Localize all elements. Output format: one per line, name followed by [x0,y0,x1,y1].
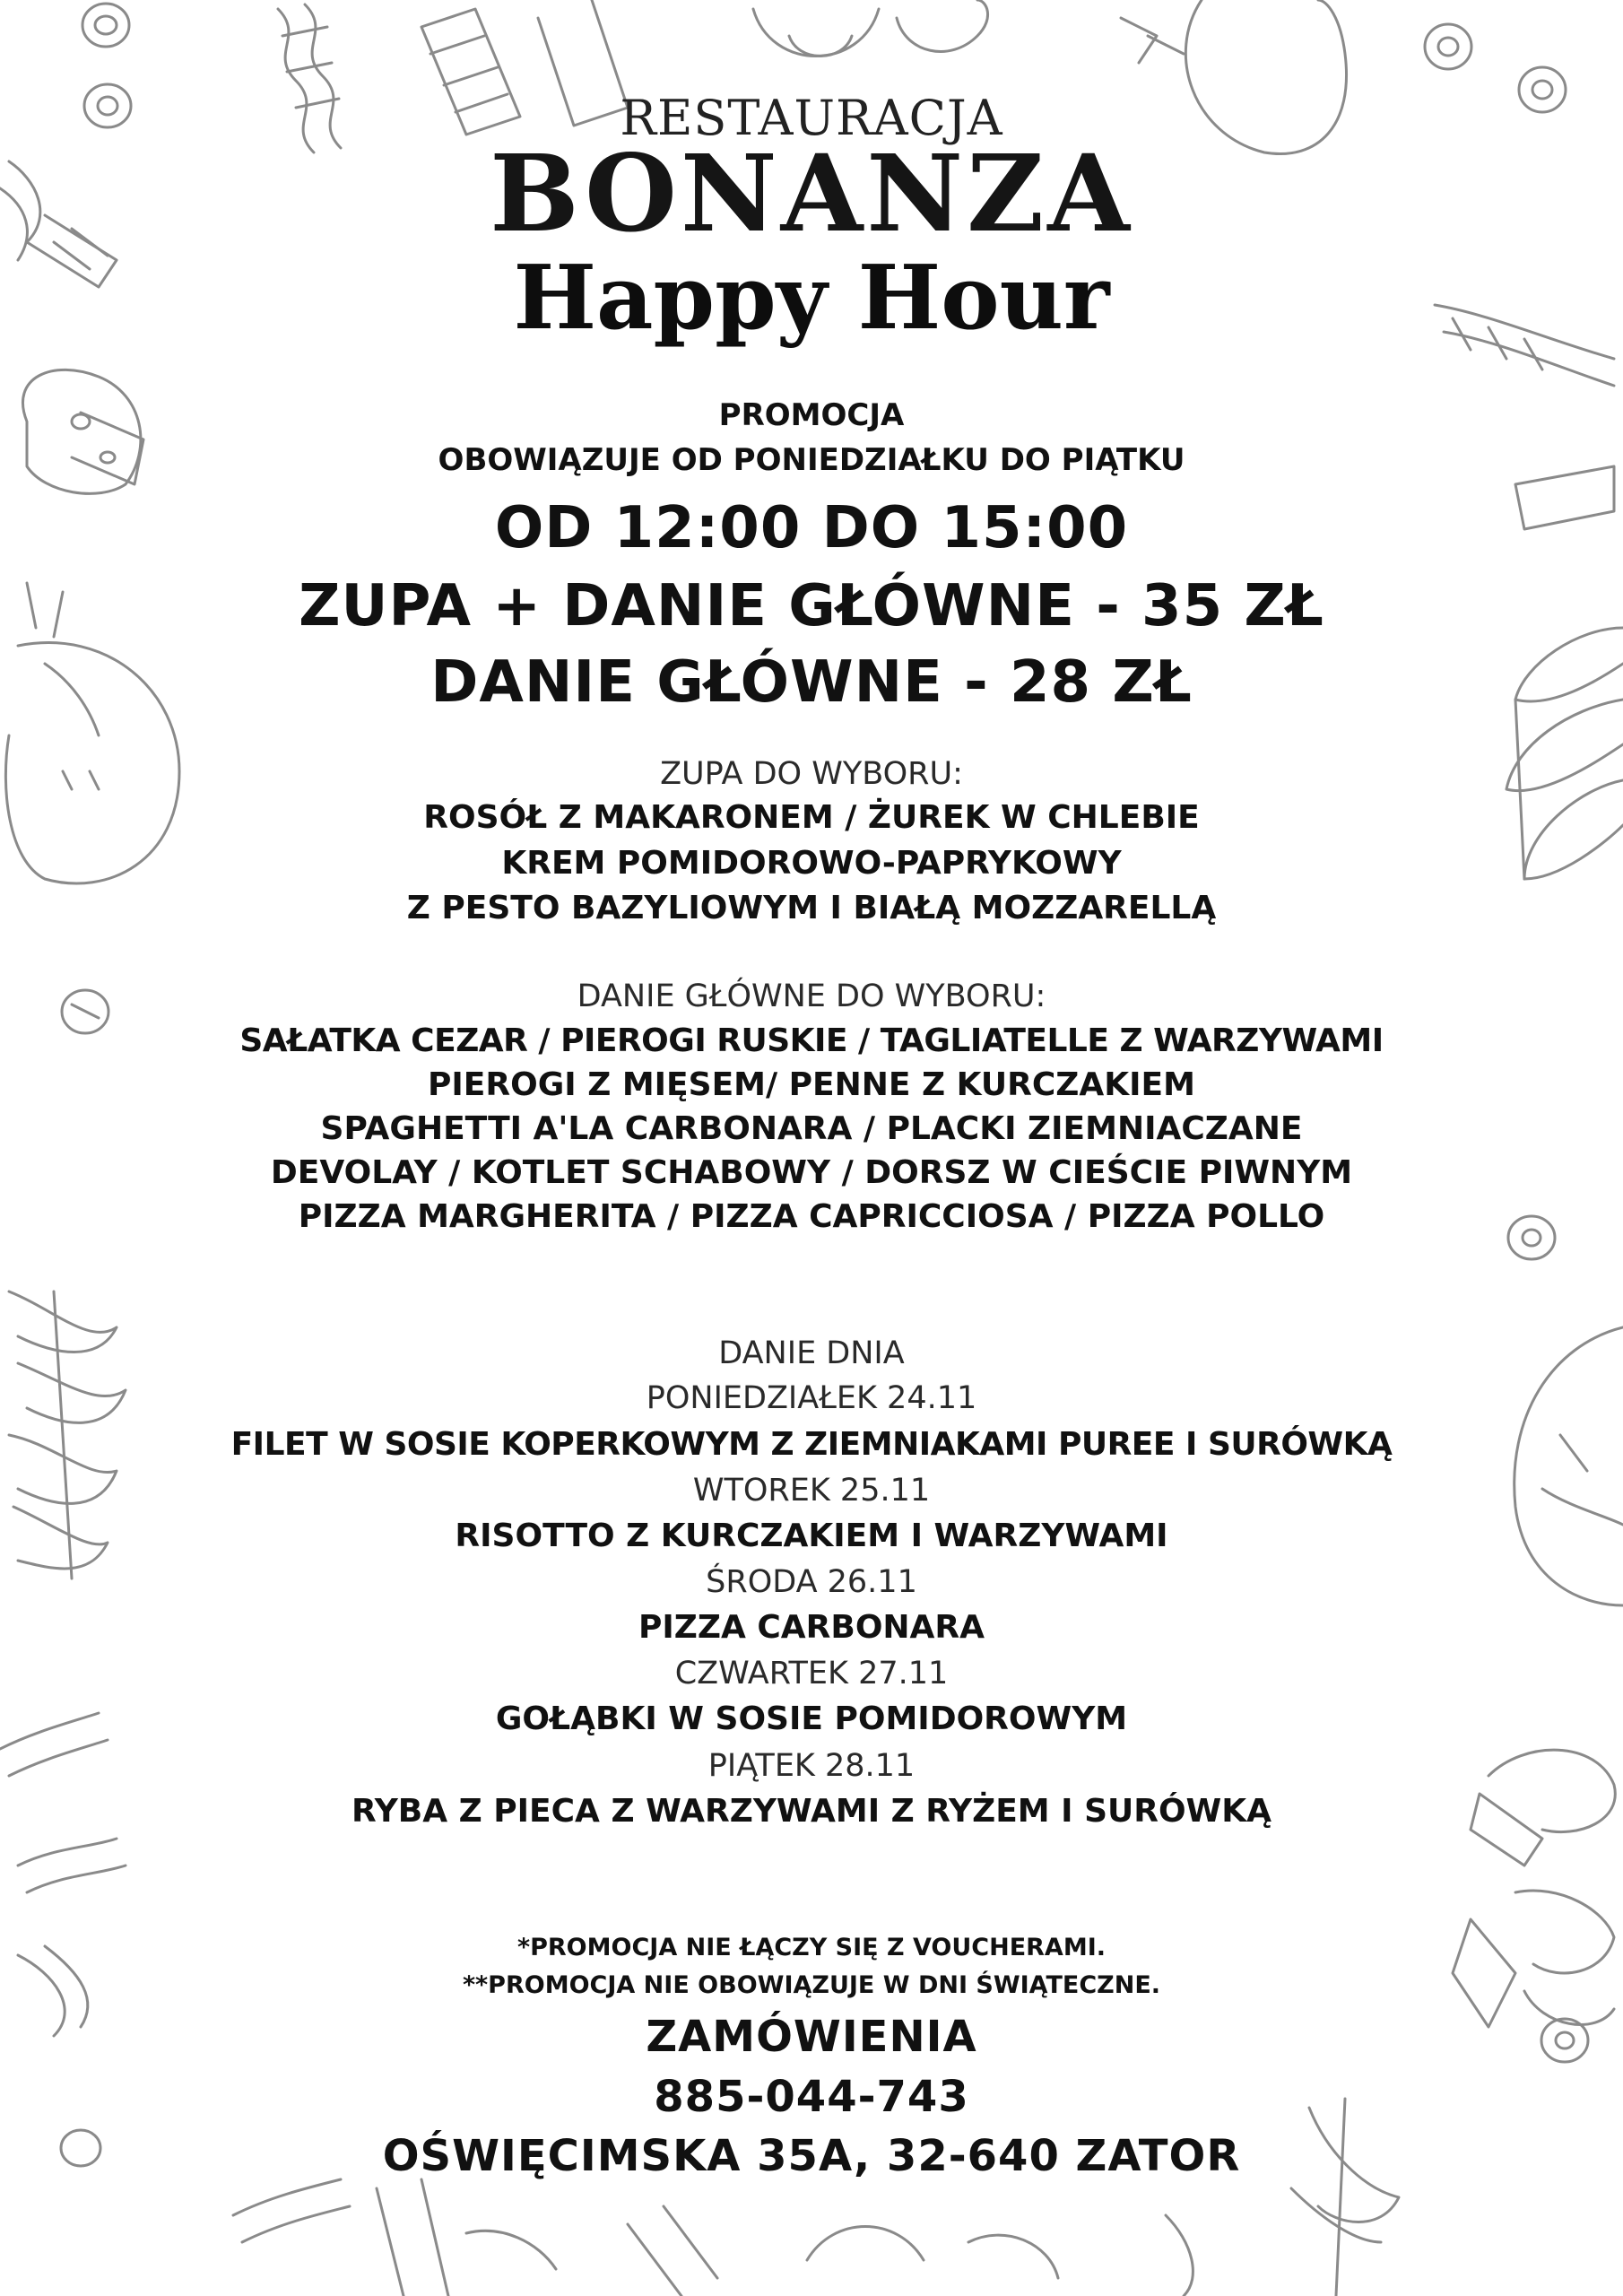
main-dish-line: SPAGHETTI A'LA CARBONARA / PLACKI ZIEMNIACZANE [320,1110,1303,1147]
restaurant-name-logo: BONANZA [490,131,1133,256]
daily-dish: RYBA Z PIECA Z WARZYWAMI Z RYŻEM I SURÓWKĄ [351,1793,1272,1830]
main-dish-line: PIEROGI Z MIĘSEM/ PENNE Z KURCZAKIEM [428,1066,1195,1103]
daily-day: CZWARTEK 27.11 [674,1656,949,1692]
daily-dish: GOŁĄBKI W SOSIE POMIDOROWYM [495,1700,1128,1737]
phone-number[interactable]: 885-044-743 [654,2072,969,2122]
daily-dish: PIZZA CARBONARA [638,1609,985,1646]
promotion-hours: OD 12:00 DO 15:00 [494,495,1129,561]
soups-label: ZUPA DO WYBORU: [660,756,963,792]
main-dish-line: SAŁATKA CEZAR / PIEROGI RUSKIE / TAGLIATELLE Z WARZYWAMI [239,1022,1384,1059]
main-dish-line: PIZZA MARGHERITA / PIZZA CAPRICCIOSA / PIZZA POLLO [298,1198,1325,1235]
restaurant-label: RESTAURACJA [620,90,1003,146]
daily-day: PIĄTEK 28.11 [707,1748,916,1784]
promotion-note: **PROMOCJA NIE OBOWIĄZUJE W DNI ŚWIĄTECZNE. [462,1971,1161,1999]
orders-label: ZAMÓWIENIA [646,2012,977,2062]
daily-day: ŚRODA 26.11 [706,1564,917,1600]
address: OŚWIĘCIMSKA 35A, 32-640 ZATOR [382,2131,1241,2181]
daily-dish: FILET W SOSIE KOPERKOWYM Z ZIEMNIAKAMI PUREE I SURÓWKĄ [230,1426,1393,1463]
daily-day: PONIEDZIAŁEK 24.11 [646,1380,977,1416]
daily-day: WTOREK 25.11 [692,1473,931,1509]
mains-label: DANIE GŁÓWNE DO WYBORU: [577,978,1046,1014]
soup-line: Z PESTO BAZYLIOWYM I BIAŁĄ MOZZARELLĄ [406,890,1217,926]
promotion-label: PROMOCJA [718,397,905,433]
soup-line: ROSÓŁ Z MAKARONEM / ŻUREK W CHLEBIE [423,799,1200,836]
promotion-main-price: DANIE GŁÓWNE - 28 ZŁ [430,649,1193,716]
promotion-combo-price: ZUPA + DANIE GŁÓWNE - 35 ZŁ [299,573,1324,639]
main-dish-line: DEVOLAY / KOTLET SCHABOWY / DORSZ W CIEŚCIE PIWNYM [270,1154,1353,1191]
promotion-note: *PROMOCJA NIE ŁĄCZY SIĘ Z VOUCHERAMI. [516,1934,1106,1961]
daily-label: DANIE DNIA [718,1335,905,1371]
promo-title: Happy Hour [513,247,1110,350]
soup-line: KREM POMIDOROWO-PAPRYKOWY [501,845,1122,882]
daily-dish: RISOTTO Z KURCZAKIEM I WARZYWAMI [455,1518,1168,1554]
promotion-validity: OBOWIĄZUJE OD PONIEDZIAŁKU DO PIĄTKU [438,442,1185,478]
